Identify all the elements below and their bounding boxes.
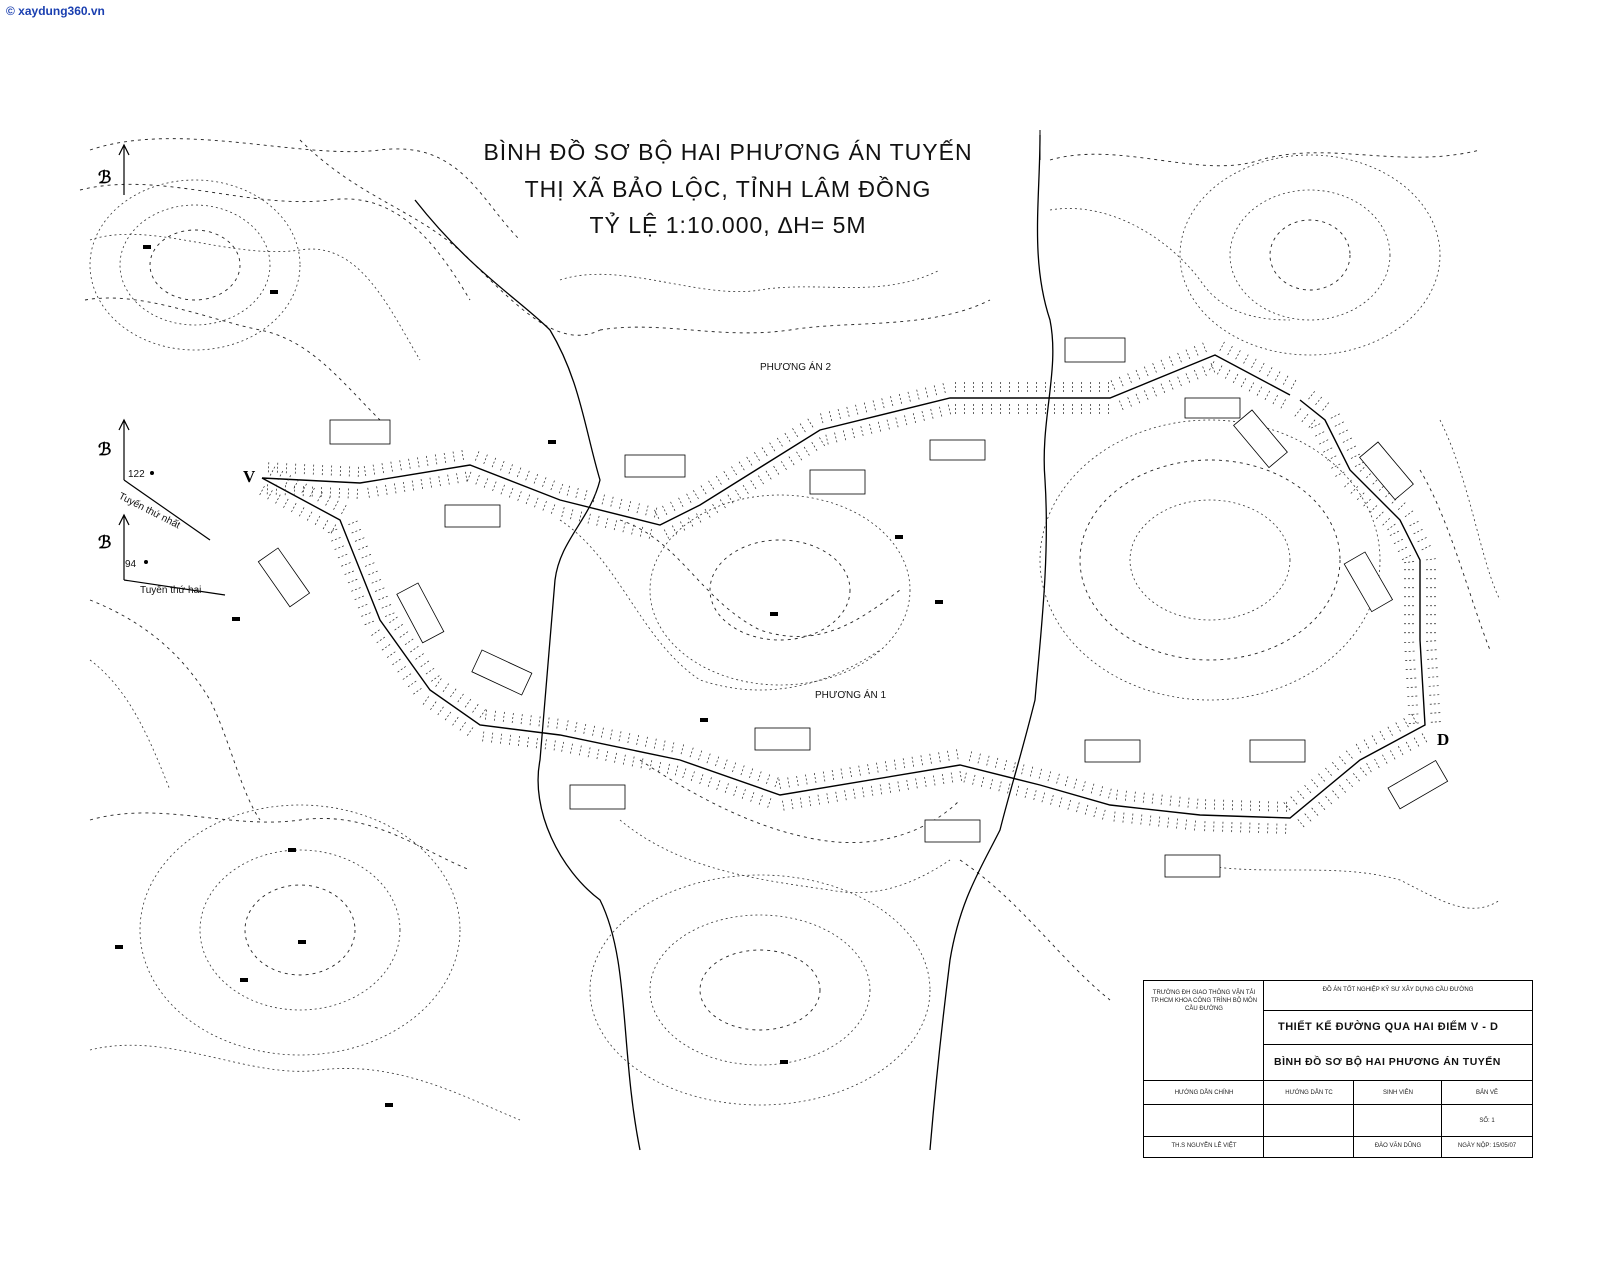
north-symbol-1: ℬ [98,168,112,187]
submission-date: NGÀY NỘP: 15/05/07 [1457,1143,1517,1149]
drawing-title: BÌNH ĐỒ SƠ BỘ HAI PHƯƠNG ÁN TUYẾN [1274,1056,1501,1068]
elevation-label-2: 94 [125,559,137,570]
col-main-advisor [1144,1081,1264,1105]
col-advisor-label: HƯỚNG DẪN TC [1285,1090,1333,1096]
project-header-cell [1264,981,1532,1011]
title-block [1143,980,1533,1158]
student-name-cell [1354,1137,1442,1157]
line-1-label: Tuyến thứ nhất [116,490,182,532]
col-sheet-label: BẢN VẼ [1475,1090,1498,1096]
line-2-label: Tuyến thứ hai [140,585,202,596]
watermark: © xaydung360.vn [6,4,105,18]
signature-cell-2 [1264,1105,1354,1137]
project-title-cell [1264,1011,1532,1045]
drawing-title-cell [1264,1045,1532,1081]
elevation-label-1: 122 [128,469,145,480]
route-label-boxes [330,338,1305,877]
project-title: THIẾT KẾ ĐƯỜNG QUA HAI ĐIỂM V - D [1278,1021,1499,1033]
col-advisor [1264,1081,1354,1105]
end-point-label: D [1437,730,1450,749]
signature-cell-3 [1354,1105,1442,1137]
school-cell [1144,981,1264,1081]
project-header: ĐỒ ÁN TỐT NGHIỆP KỸ SƯ XÂY DỰNG CẦU ĐƯỜNG [1322,987,1474,993]
route-option-2-label: PHƯƠNG ÁN 2 [760,362,832,373]
map-title-line-2: THỊ XÃ BẢO LỘC, TỈNH LÂM ĐỒNG [524,176,932,202]
signature-cell-1 [1144,1105,1264,1137]
date-cell [1442,1137,1532,1157]
map-title-line-1: BÌNH ĐỒ SƠ BỘ HAI PHƯƠNG ÁN TUYẾN [483,139,973,165]
col-main-advisor-label: HƯỚNG DẪN CHÍNH [1174,1090,1234,1096]
streams [415,135,1053,1150]
north-symbol-2: ℬ [98,440,112,459]
route-option-2[interactable] [262,355,1290,525]
start-point-label: V [243,467,256,486]
advisor-name-cell [1264,1137,1354,1157]
main-advisor-name: TH.S NGUYỄN LÊ VIỆT [1171,1143,1237,1149]
student-name: ĐÀO VĂN DŨNG [1374,1143,1422,1149]
main-advisor-name-cell [1144,1137,1264,1157]
school-text: TRƯỜNG ĐH GIAO THÔNG VẬN TẢI TP.HCM KHOA CÔNG TRÌNH BỘ MÔN CẦU ĐƯỜNG [1150,990,1258,1012]
north-symbol-3: ℬ [98,533,112,552]
sheet-number-cell [1442,1105,1532,1137]
map-title-line-3: TỶ LỆ 1:10.000, ∆H= 5M [589,212,867,238]
col-student-label: SINH VIÊN [1382,1090,1413,1096]
col-student [1354,1081,1442,1105]
sheet-number: SỐ: 1 [1479,1118,1495,1124]
route-option-1-label: PHƯƠNG ÁN 1 [815,690,887,701]
col-sheet [1442,1081,1532,1105]
contour-lines [80,139,1500,1120]
